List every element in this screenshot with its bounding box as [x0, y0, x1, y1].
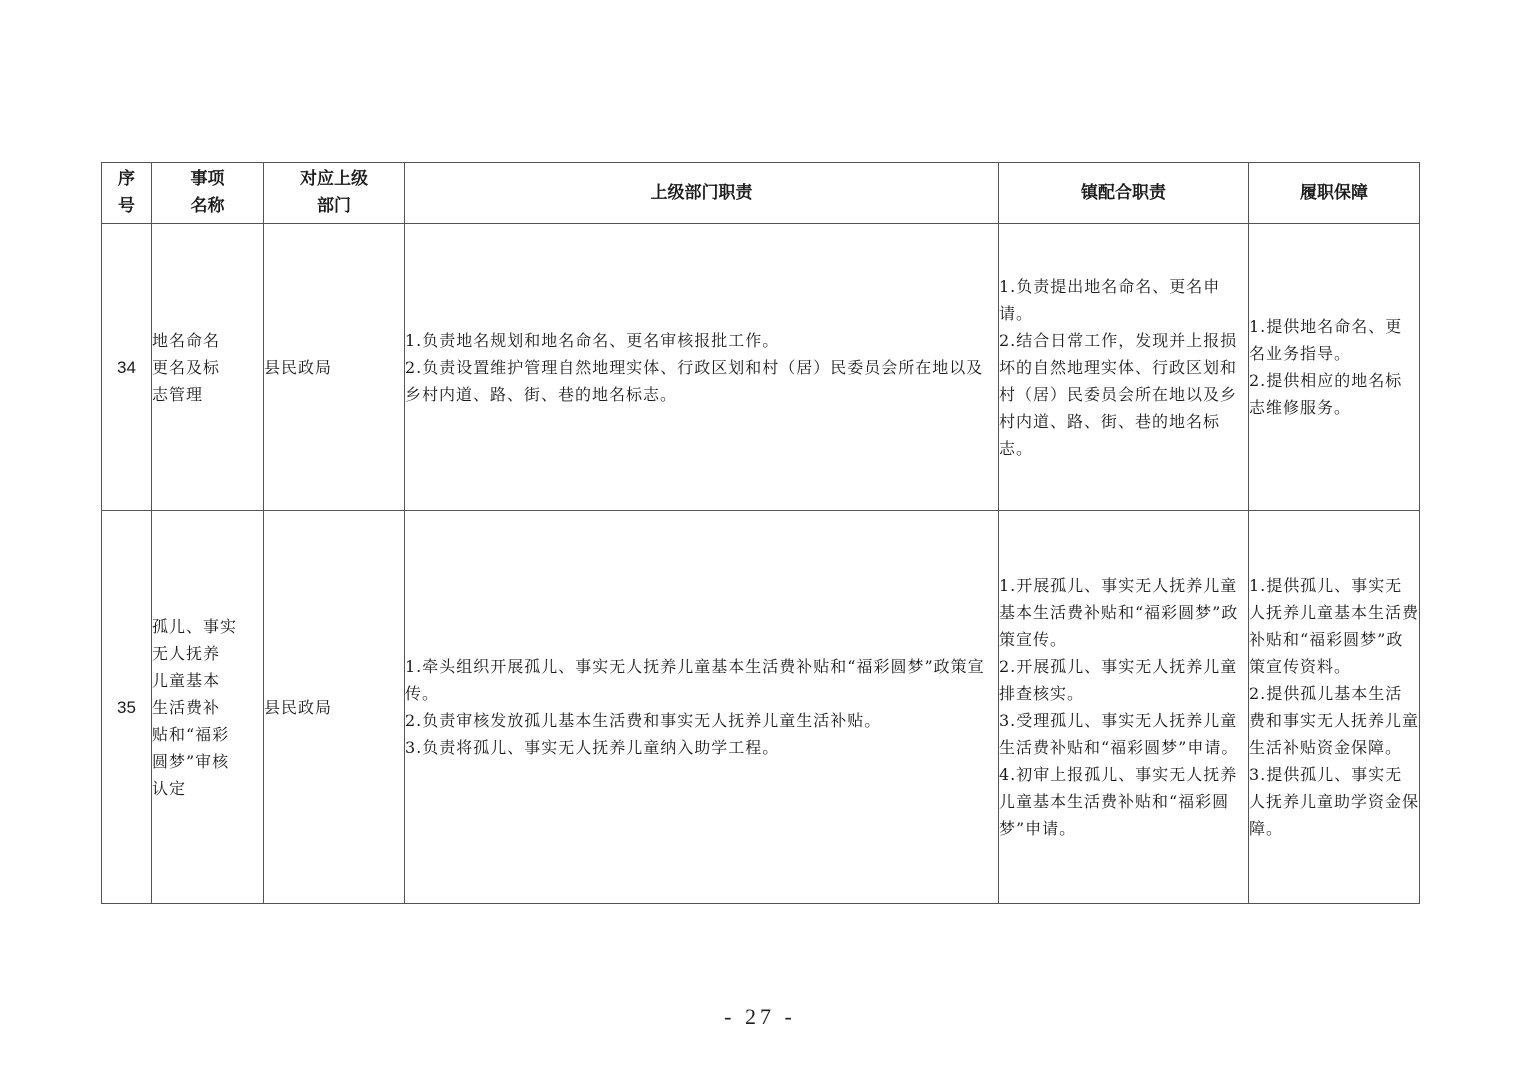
row-number: 34: [102, 224, 152, 511]
header-num-line: 序: [118, 169, 135, 189]
item-name-line: 地名命名: [152, 330, 221, 350]
item-name-line: 认定: [152, 778, 187, 798]
header-name-line: 事项: [190, 169, 225, 189]
page-number: - 27 -: [724, 1004, 796, 1029]
header-guarantee: 履职保障: [1249, 163, 1420, 224]
item-name-line: 无人抚养: [152, 643, 221, 663]
header-dept-line: 部门: [317, 196, 351, 216]
item-name-line: 更名及标: [152, 357, 221, 377]
duty-item: 2.负责设置维护管理自然地理实体、行政区划和村（居）民委员会所在地以及乡村内道、路、街、巷的地名标志。: [405, 357, 984, 404]
table-header-row: [102, 163, 1420, 224]
department: 县民政局: [264, 511, 405, 904]
item-name-line: 生活费补: [152, 697, 221, 717]
duty-item: 1.牵头组织开展孤儿、事实无人抚养儿童基本生活费补贴和“福彩圆梦”政策宣传。: [405, 657, 985, 703]
header-num: [102, 163, 152, 224]
upper-duty: [405, 511, 999, 904]
duty-item: 1.开展孤儿、事实无人抚养儿童基本生活费补贴和“福彩圆梦”政策宣传。: [999, 576, 1239, 649]
item-name-line: 贴和“福彩: [152, 724, 230, 744]
header-upper-duty: 上级部门职责: [405, 163, 999, 224]
duty-item: 3.负责将孤儿、事实无人抚养儿童纳入助学工程。: [405, 738, 780, 757]
item-name-line: 志管理: [152, 384, 204, 404]
header-name-line: 名称: [190, 196, 225, 216]
town-duty: [999, 224, 1249, 511]
duty-item: 3.受理孤儿、事实无人抚养儿童生活费补贴和“福彩圆梦”申请。: [999, 711, 1239, 757]
department: 县民政局: [264, 224, 405, 511]
duty-item: 2.开展孤儿、事实无人抚养儿童排查核实。: [999, 657, 1238, 703]
duty-table: [101, 162, 1420, 904]
guarantee-item: 3.提供孤儿、事实无人抚养儿童助学资金保障。: [1249, 765, 1420, 838]
duty-item: 1.负责地名规划和地名命名、更名审核报批工作。: [405, 330, 780, 350]
header-name: [152, 163, 264, 224]
header-dept: [264, 163, 405, 224]
table-row: [102, 224, 1420, 511]
duty-item: 2.结合日常工作，发现并上报损坏的自然地理实体、行政区划和村（居）民委员会所在地以及乡村内道、路、街、巷的地名标志。: [999, 330, 1238, 458]
item-name: [152, 511, 264, 904]
header-dept-line: 对应上级: [300, 169, 368, 189]
item-name-line: 儿童基本: [152, 670, 221, 690]
table-row: [102, 511, 1420, 904]
upper-duty: [405, 224, 999, 511]
duty-item: 4.初审上报孤儿、事实无人抚养儿童基本生活费补贴和“福彩圆梦”申请。: [999, 765, 1238, 838]
guarantee-item: 1.提供孤儿、事实无人抚养儿童基本生活费补贴和“福彩圆梦”政策宣传资料。: [1249, 576, 1420, 676]
guarantee-item: 1.提供地名命名、更名业务指导。: [1249, 317, 1403, 363]
guarantee-item: 2.提供相应的地名标志维修服务。: [1249, 371, 1403, 417]
row-number: 35: [102, 511, 152, 904]
item-name: [152, 224, 264, 511]
guarantee: [1249, 511, 1420, 904]
guarantee-item: 2.提供孤儿基本生活费和事实无人抚养儿童生活补贴资金保障。: [1249, 684, 1420, 757]
item-name-line: 圆梦”审核: [152, 751, 230, 771]
town-duty: [999, 511, 1249, 904]
header-num-line: 号: [118, 196, 135, 216]
guarantee: [1249, 224, 1420, 511]
header-town-duty: 镇配合职责: [999, 163, 1249, 224]
item-name-line: 孤儿、事实: [152, 616, 238, 636]
duty-item: 1.负责提出地名命名、更名申请。: [999, 276, 1221, 323]
duty-item: 2.负责审核发放孤儿基本生活费和事实无人抚养儿童生活补贴。: [405, 711, 882, 730]
